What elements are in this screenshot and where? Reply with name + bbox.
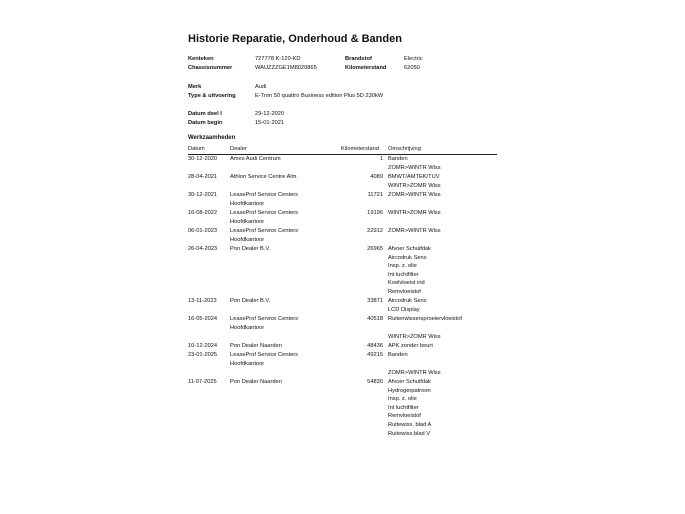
brandstof-value: Electric — [404, 56, 423, 62]
chassis-label: Chassisnummer — [188, 65, 233, 71]
row-datum: 10-12-2024 — [188, 343, 218, 349]
row-omschrijving-item: Aircodruk Sens — [388, 254, 427, 261]
row-dealer: Pon Dealer Naarden — [230, 379, 282, 385]
row-kilometerstand: 11721 — [367, 192, 383, 198]
row-dealer: LeaseProf Service Centers — [230, 210, 298, 216]
row-dealer: Hoofdkantoor — [230, 361, 265, 367]
merk-label: Merk — [188, 84, 202, 90]
row-omschrijving-item: Koelvloeist ind — [388, 280, 425, 287]
row-kilometerstand: 19196 — [367, 210, 383, 216]
row-datum: 11-07-2025 — [188, 379, 217, 385]
column-header-omschrijving: Omschrijving — [388, 146, 421, 152]
row-omschrijving-item: Remvloeistof — [388, 289, 421, 295]
row-omschrijving-item: BMWT/AMTEK/TUV — [388, 174, 440, 180]
row-omschrijving-item: Aircodruk Sens — [388, 298, 427, 305]
row-kilometerstand: 26965 — [367, 246, 383, 252]
row-datum: 28-04-2021 — [188, 174, 218, 180]
row-datum: 23-01-2025 — [188, 352, 218, 359]
werkzaamheden-heading: Werkzaamheden — [188, 135, 236, 141]
row-kilometerstand: 4089 — [370, 174, 383, 180]
row-omschrijving-item: ZOMR>WINTR Wiss — [388, 369, 441, 376]
row-dealer: Hoofdkantoor — [230, 218, 265, 225]
kilometerstand-value: 62050 — [404, 65, 420, 71]
row-omschrijving-item: WINTR>ZOMR Wiss — [388, 182, 441, 189]
row-datum: 13-11-2023 — [188, 298, 217, 305]
row-omschrijving-item: Ruitewiss. blad A — [388, 422, 432, 428]
row-omschrijving-item: WINTR>ZOMR Wiss — [388, 210, 441, 216]
type-label: Type & uitvoering — [188, 93, 236, 99]
row-omschrijving-item: Int luchtfilter — [388, 404, 419, 411]
header-divider — [188, 154, 497, 155]
row-kilometerstand: 49215 — [367, 352, 383, 359]
row-kilometerstand: 54830 — [367, 379, 383, 385]
datum-deel-label: Datum deel I — [188, 111, 222, 117]
row-dealer: Hoofdkantoor — [230, 200, 265, 207]
row-dealer: Pon Dealer Naarden — [230, 343, 282, 349]
row-omschrijving-item: Ruitenwissersproeiervloeistof — [388, 316, 462, 323]
row-omschrijving-item: APK zonder beurt — [388, 343, 433, 349]
row-datum: 06-01-2023 — [188, 228, 218, 234]
row-dealer: Pon Dealer B.V. — [230, 246, 271, 252]
kilometerstand-label: Kilometerstand — [345, 65, 387, 71]
row-kilometerstand: 1 — [379, 156, 383, 162]
row-kilometerstand: 33871 — [367, 298, 383, 305]
kenteken-label: Kenteken — [188, 56, 214, 62]
row-kilometerstand: 48436 — [367, 343, 383, 349]
row-dealer: LeaseProf Service Centers — [230, 192, 298, 198]
row-dealer: LeaseProf Service Centers — [230, 352, 298, 359]
row-omschrijving-item: Hydrogerpatroon — [388, 387, 431, 394]
row-dealer: LeaseProf Service Centers — [230, 316, 298, 323]
column-header-datum: Datum — [188, 146, 205, 152]
column-header-dealer: Dealer — [230, 146, 247, 152]
row-omschrijving-item: ZOMR>WINTR Wiss — [388, 228, 441, 234]
row-omschrijving-item: Ruitewiss.blad V — [388, 430, 431, 437]
row-omschrijving-item: LCD Display — [388, 307, 420, 313]
row-kilometerstand: 22912 — [367, 228, 383, 234]
row-omschrijving-item: Afvoer Schuifdak — [388, 379, 431, 385]
row-omschrijving-item: Insp. z. olie — [388, 396, 417, 403]
row-datum: 16-08-2022 — [188, 210, 218, 216]
brandstof-label: Brandstof — [345, 56, 372, 62]
row-dealer: Hoofdkantoor — [230, 325, 265, 331]
row-omschrijving-item: ZOMR>WINTR Wiss — [388, 192, 441, 198]
row-dealer: LeaseProf Service Centers — [230, 228, 298, 234]
row-dealer: Ames Audi Centrum — [230, 156, 281, 162]
page-title: Historie Reparatie, Onderhoud & Banden — [188, 33, 402, 45]
row-omschrijving-item: Afvoer Schuifdak — [388, 246, 431, 252]
datum-begin-label: Datum begin — [188, 120, 223, 126]
type-value: E-Tron 50 quattro Business edition Plus 5D 230kW — [255, 93, 384, 99]
kenteken-value: 727778 K-120-KD — [255, 56, 301, 62]
row-datum: 30-12-2020 — [188, 156, 218, 162]
row-omschrijving-item: Int luchtfilter — [388, 271, 419, 278]
column-header-kilometerstand: Kilometerstand — [341, 146, 379, 152]
datum-deel-value: 29-12-2020 — [255, 111, 285, 117]
row-dealer: Athlon Service Centre Alm. — [230, 174, 298, 180]
row-dealer: Hoofdkantoor — [230, 236, 265, 243]
merk-value: Audi — [255, 84, 267, 90]
row-omschrijving-item: Remvloeistof — [388, 413, 421, 420]
datum-begin-value: 15-01-2021 — [255, 120, 285, 126]
row-dealer: Pon Dealer B.V. — [230, 298, 271, 305]
row-omschrijving-item: Banden — [388, 352, 408, 359]
row-omschrijving-item: Banden — [388, 156, 408, 162]
row-datum: 26-04-2023 — [188, 246, 218, 252]
chassis-value: WAUZZZGE1M8020865 — [255, 65, 317, 71]
row-kilometerstand: 40518 — [367, 316, 383, 323]
row-datum: 30-12-2021 — [188, 192, 218, 198]
row-omschrijving-item: Insp. z. olie — [388, 263, 417, 270]
row-datum: 16-05-2024 — [188, 316, 218, 323]
row-omschrijving-item: WINTR>ZOMR Wiss — [388, 333, 441, 340]
row-omschrijving-item: ZOMR>WINTR Wiss — [388, 164, 441, 171]
